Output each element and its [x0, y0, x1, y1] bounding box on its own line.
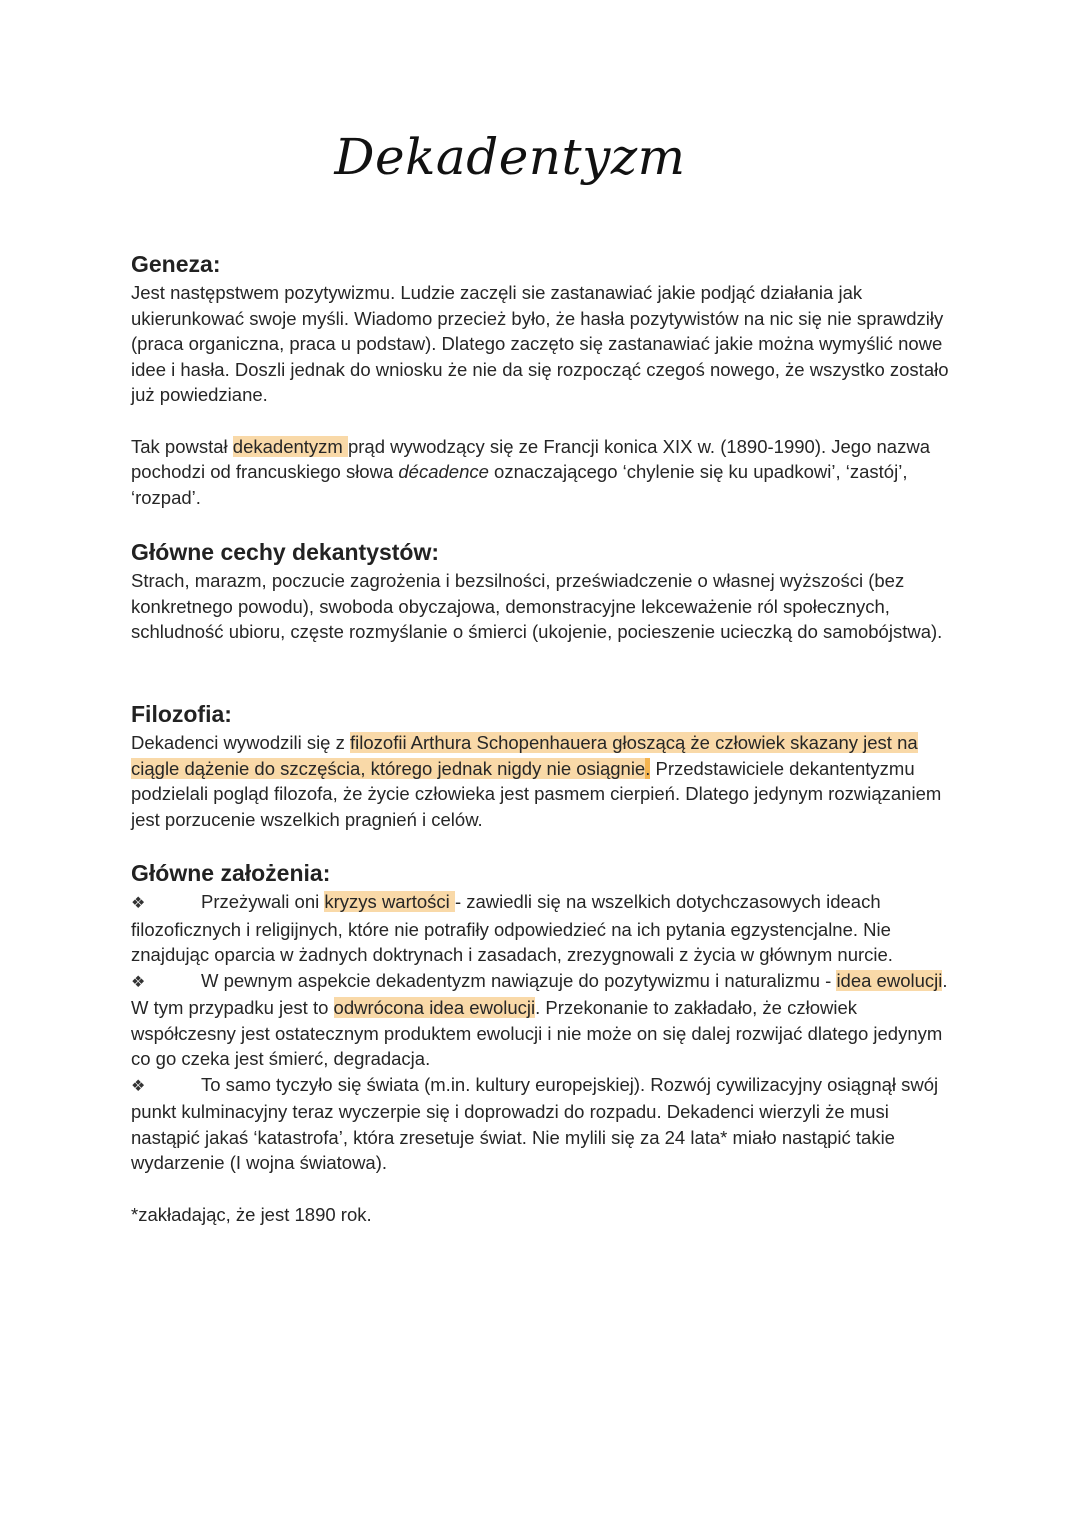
heading-filozofia: Filozofia: [131, 701, 232, 727]
highlight-period: . [645, 757, 651, 779]
footnote: *zakładając, że jest 1890 rok. [131, 1203, 372, 1225]
highlight-dekadentyzm: dekadentyzm [232, 435, 348, 457]
section-filozofia [131, 700, 961, 832]
bullet-item-1 [131, 889, 961, 968]
diamond-bullet-icon: ❖ [131, 895, 146, 912]
bullet-item-3 [131, 1072, 961, 1176]
geneza-p2-pre: Tak powstał [131, 435, 233, 457]
bullet-2-pre: W pewnym aspekcie dekadentyzm nawiązuje do pozytywizmu i naturalizmu - [201, 969, 837, 991]
highlight-schopenhauer: filozofii Arthura Schopenhauera głoszącą że człowiek skazany jest na ciągle dążenie do szczęścia, którego jednak nigdy nie osiągnie [131, 732, 918, 779]
cechy-paragraph: Strach, marazm, poczucie zagrożenia i bezsilności, przeświadczenie o własnej wyższości (bez konkretnego powodu), swoboda obyczajowa, demonstracyjne lekceważenie ról społecznych, schludność ubioru, częste rozmyślanie o śmierci (ukojenie, pocieszenie ucieczką do samobójstwa). [131, 570, 943, 642]
bullet-item-2 [131, 968, 961, 1072]
bullet-2-post: . Przekonanie to zakładało, że człowiek współczesny jest ostatecznym produktem ewolucji i nie może on się dalej rozwijać dlatego jedynym co go czeka jest śmierć, degradacja. [131, 997, 943, 1069]
geneza-paragraph-1: Jest następstwem pozytywizmu. Ludzie zaczęli sie zastanawiać jakie podjąć działania jak ukierunkować swoje myśli. Wiadomo przecież było, że hasła pozytywistów na nic się nie sprawdziły (praca organiczna, praca u podstaw). Dlatego zaczęto się zastanawiać jakie można wymyślić nowe idee i hasła. Doszli jednak do wniosku że nie da się rozpocząć czegoś nowego, że wszystko zostało już powiedziane. [131, 282, 949, 405]
term-decadence: décadence [398, 461, 489, 482]
highlight-idea-ewolucji: idea ewolucji [836, 969, 943, 991]
section-cechy [131, 538, 961, 645]
bullet-1-post: - zawiedli się na wszelkich dotychczasowych ideach filozoficznych i religijnych, które nie potrafiły odpowiedzieć na ich pytania egzystencjalne. Nie znajdując oparcia w żadnych doktrynach i zasadach, zrezygnowali z życia w głównym nurcie. [131, 891, 893, 965]
geneza-p2-mid: prąd wywodzący się ze Francji konica XIX w. (1890-1990). Jego nazwa pochodzi od francuskiego słowa [131, 435, 930, 482]
filozofia-pre: Dekadenci wywodzili się z [131, 732, 351, 753]
bullet-2-mid: . W tym przypadku jest to [131, 969, 948, 1018]
bullet-1-pre: Przeżywali oni [201, 891, 325, 912]
heading-geneza: Geneza: [131, 251, 221, 277]
section-geneza [131, 250, 961, 510]
page-title: Dekadentyzm [334, 128, 686, 186]
diamond-bullet-icon: ❖ [131, 973, 146, 991]
section-zalozenia [131, 859, 961, 1227]
bullet-3-text: To samo tyczyło się świata (m.in. kultury europejskiej). Rozwój cywilizacyjny osiągnął swój punkt kulminacyjny teraz wyczerpie się i doprowadzi do rozpadu. Dekadenci wierzyli że musi nastąpić jakaś ‘katastrofa’, która zresetuje świat. Nie mylili się za 24 lata* miało nastąpić takie wydarzenie (I wojna światowa). [131, 1073, 939, 1173]
filozofia-post: Przedstawiciele dekantentyzmu podzielali pogląd filozofa, że życie człowieka jest pasmem cierpień. Dlatego jedynym rozwiązaniem jest porzucenie wszelkich pragnień i celów. [131, 757, 942, 830]
heading-cechy: Główne cechy dekantystów: [131, 539, 440, 565]
geneza-p2-post: oznaczającego ‘chylenie się ku upadkowi’, ‘zastój’, ‘rozpad’. [131, 461, 908, 508]
diamond-bullet-icon: ❖ [131, 1077, 146, 1095]
filozofia-paragraph [131, 730, 961, 832]
heading-zalozenia: Główne założenia: [131, 860, 331, 886]
geneza-paragraph-2 [131, 434, 961, 511]
highlight-kryzys-wartosci: kryzys wartości [324, 891, 455, 912]
highlight-odwrocona-idea: odwrócona idea ewolucji [333, 997, 536, 1018]
